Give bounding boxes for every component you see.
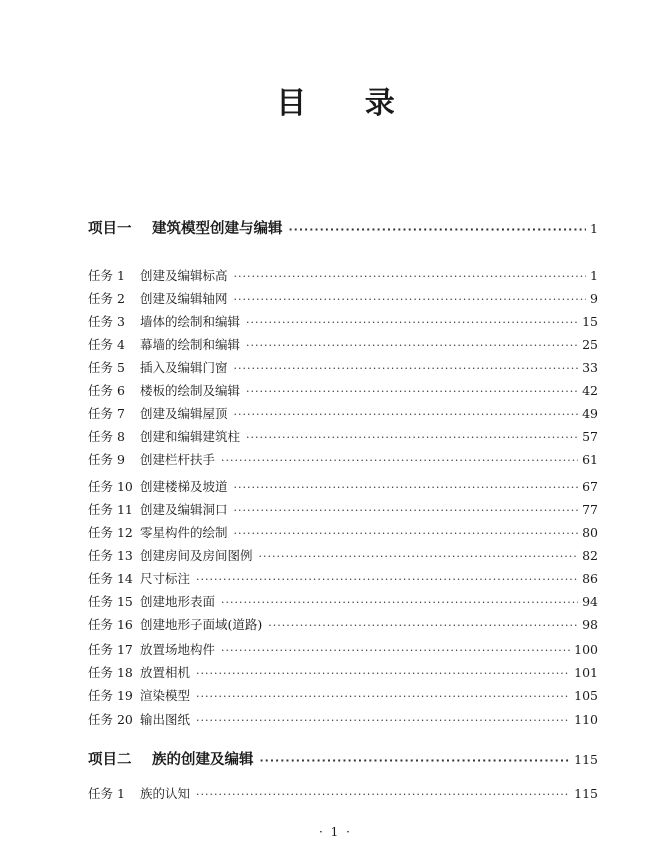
toc-entry-label: 渲染模型 <box>140 688 191 703</box>
toc-entry-page: 100 <box>574 642 598 657</box>
toc-entry-label: 放置场地构件 <box>140 642 216 657</box>
toc-task-entry[interactable] <box>88 406 598 423</box>
toc-task-entry[interactable] <box>88 268 598 285</box>
toc-entry-page: 98 <box>582 617 598 632</box>
toc-entry-label: 创建及编辑屋顶 <box>140 406 228 421</box>
toc-entry-label: 创建楼梯及坡道 <box>140 479 228 494</box>
toc-entry-leader <box>246 338 578 354</box>
toc-entry-page: 77 <box>582 502 598 517</box>
toc-task-entry[interactable] <box>88 665 598 682</box>
toc-entry-number: 任务 19 <box>88 688 133 703</box>
toc-entry-leader <box>196 689 570 705</box>
toc-entry-number: 任务 18 <box>88 665 133 680</box>
toc-entry-label: 建筑模型创建与编辑 <box>152 221 283 237</box>
toc-entry-number: 项目二 <box>88 752 132 768</box>
toc-entry-page: 15 <box>582 314 598 329</box>
toc-entry-label: 族的认知 <box>140 786 191 801</box>
toc-entry-number: 任务 15 <box>88 594 133 609</box>
toc-entry-page: 115 <box>574 786 598 801</box>
toc-task-entry[interactable] <box>88 337 598 354</box>
toc-entry-label: 创建和编辑建筑柱 <box>140 429 241 444</box>
toc-entry-leader <box>234 269 587 285</box>
toc-entry-number: 任务 16 <box>88 617 133 632</box>
toc-entry-leader <box>234 526 579 542</box>
toc-entry-number: 任务 7 <box>88 406 125 421</box>
toc-entry-page: 80 <box>582 525 598 540</box>
toc-entry-leader <box>196 666 570 682</box>
toc-task-entry[interactable] <box>88 642 598 659</box>
toc-task-entry[interactable] <box>88 712 598 729</box>
toc-entry-label: 输出图纸 <box>140 712 191 727</box>
toc-entry-number: 任务 1 <box>88 786 125 801</box>
toc-entry-label: 墙体的绘制和编辑 <box>140 314 241 329</box>
toc-entry-label: 族的创建及编辑 <box>152 752 254 768</box>
toc-entry-number: 项目一 <box>88 221 132 237</box>
toc-entry-page: 101 <box>574 665 598 680</box>
toc-entry-label: 创建及编辑轴网 <box>140 291 228 306</box>
toc-entry-page: 86 <box>582 571 598 586</box>
toc-task-entry[interactable] <box>88 452 598 469</box>
page-number-footer: · 1 · <box>319 825 352 839</box>
toc-entry-number: 任务 2 <box>88 291 125 306</box>
toc-entry-label: 创建栏杆扶手 <box>140 452 216 467</box>
toc-entry-leader <box>246 315 578 331</box>
toc-entry-leader <box>246 430 578 446</box>
toc-entry-number: 任务 20 <box>88 712 133 727</box>
toc-entry-label: 创建及编辑洞口 <box>140 502 228 517</box>
toc-entry-page: 42 <box>582 383 598 398</box>
toc-task-entry[interactable] <box>88 688 598 705</box>
toc-project-entry[interactable] <box>88 752 598 769</box>
toc-entry-leader <box>246 384 578 400</box>
toc-entry-label: 插入及编辑门窗 <box>140 360 228 375</box>
toc-entry-page: 25 <box>582 337 598 352</box>
toc-task-entry[interactable] <box>88 429 598 446</box>
toc-entry-number: 任务 1 <box>88 268 125 283</box>
toc-entry-page: 94 <box>582 594 598 609</box>
toc-task-entry[interactable] <box>88 617 598 634</box>
toc-task-entry[interactable] <box>88 548 598 565</box>
toc-entry-number: 任务 14 <box>88 571 133 586</box>
toc-entry-leader <box>260 753 571 769</box>
toc-project-entry[interactable] <box>88 221 598 238</box>
toc-entry-page: 110 <box>574 712 598 727</box>
toc-entry-label: 创建地形子面域(道路) <box>140 617 263 632</box>
toc-entry-leader <box>268 618 578 634</box>
toc-entry-leader <box>234 292 587 308</box>
toc-task-entry[interactable] <box>88 383 598 400</box>
toc-entry-page: 1 <box>590 268 598 283</box>
toc-task-entry[interactable] <box>88 314 598 331</box>
toc-entry-page: 61 <box>582 452 598 467</box>
toc-entry-number: 任务 12 <box>88 525 133 540</box>
toc-entry-leader <box>221 643 570 659</box>
toc-entry-label: 尺寸标注 <box>140 571 191 586</box>
toc-entry-number: 任务 11 <box>88 502 133 517</box>
toc-entry-number: 任务 3 <box>88 314 125 329</box>
toc-task-entry[interactable] <box>88 525 598 542</box>
toc-entry-number: 任务 13 <box>88 548 133 563</box>
toc-entry-leader <box>234 480 579 496</box>
toc-entry-leader <box>234 407 579 423</box>
toc-entry-leader <box>221 453 578 469</box>
toc-task-entry[interactable] <box>88 571 598 588</box>
toc-task-entry[interactable] <box>88 479 598 496</box>
toc-entry-label: 零星构件的绘制 <box>140 525 228 540</box>
toc-entry-page: 57 <box>582 429 598 444</box>
toc-entry-number: 任务 6 <box>88 383 125 398</box>
toc-entry-page: 1 <box>590 221 598 236</box>
toc-entry-leader <box>289 222 587 238</box>
toc-entry-page: 49 <box>582 406 598 421</box>
toc-task-entry[interactable] <box>88 502 598 519</box>
toc-task-entry[interactable] <box>88 786 598 803</box>
toc-entry-leader <box>234 503 579 519</box>
toc-task-entry[interactable] <box>88 594 598 611</box>
toc-entry-number: 任务 4 <box>88 337 125 352</box>
toc-entry-leader <box>196 787 570 803</box>
toc-task-entry[interactable] <box>88 360 598 377</box>
toc-entry-leader <box>196 713 570 729</box>
toc-entry-label: 幕墙的绘制和编辑 <box>140 337 241 352</box>
toc-entry-leader <box>221 595 578 611</box>
toc-entry-number: 任务 17 <box>88 642 133 657</box>
toc-entry-label: 创建及编辑标高 <box>140 268 228 283</box>
page-title: 目 录 <box>276 86 419 121</box>
toc-entry-page: 9 <box>590 291 598 306</box>
toc-entry-number: 任务 9 <box>88 452 125 467</box>
toc-entry-leader <box>196 572 578 588</box>
toc-entry-leader <box>234 361 579 377</box>
toc-task-entry[interactable] <box>88 291 598 308</box>
toc-entry-page: 105 <box>574 688 598 703</box>
toc-entry-number: 任务 5 <box>88 360 125 375</box>
toc-entry-label: 创建房间及房间图例 <box>140 548 253 563</box>
toc-entry-label: 楼板的绘制及编辑 <box>140 383 241 398</box>
toc-entry-label: 放置相机 <box>140 665 191 680</box>
toc-entry-number: 任务 10 <box>88 479 133 494</box>
toc-entry-label: 创建地形表面 <box>140 594 216 609</box>
toc-entry-page: 33 <box>582 360 598 375</box>
toc-entry-page: 115 <box>574 752 598 767</box>
toc-entry-leader <box>259 549 579 565</box>
toc-entry-page: 67 <box>582 479 598 494</box>
toc-entry-page: 82 <box>582 548 598 563</box>
toc-entry-number: 任务 8 <box>88 429 125 444</box>
